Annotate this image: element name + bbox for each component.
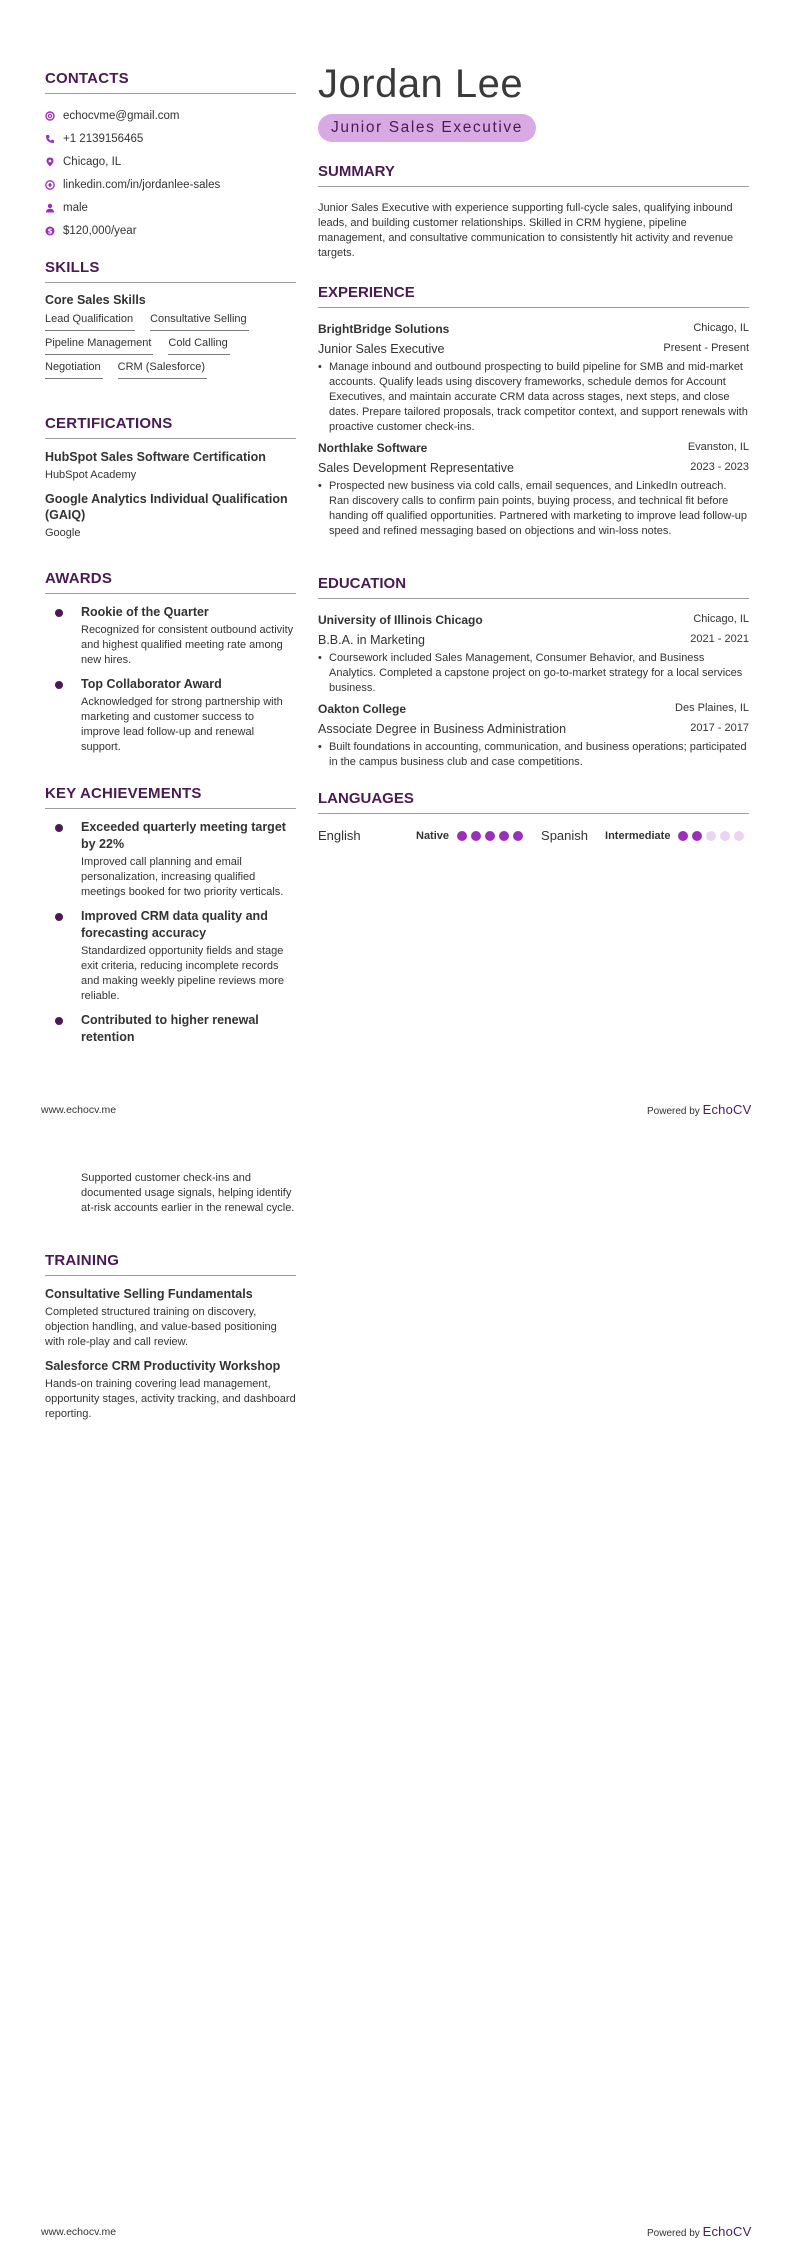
rating-dot-filled [692, 831, 702, 841]
footer-site-link[interactable]: www.echocv.me [41, 2226, 117, 2238]
skill-chip: Pipeline Management [45, 337, 153, 355]
skill-chip: CRM (Salesforce) [118, 361, 207, 379]
phone-icon [45, 134, 55, 144]
company-location: Evanston, IL [687, 441, 749, 453]
contact-gender [45, 196, 296, 219]
rating-dot-filled [457, 831, 467, 841]
candidate-name: Jordan Lee [318, 62, 524, 106]
degree: Associate Degree in Business Administration [318, 722, 567, 736]
brand-logo-text: EchoCV [702, 1102, 752, 1117]
job-title-pill: Junior Sales Executive [318, 114, 536, 142]
education-item [318, 702, 749, 770]
summary-section [318, 163, 749, 261]
language-name: Spanish [541, 828, 589, 843]
skills-list [45, 313, 296, 379]
training-desc: Completed structured training on discovery, objection handling, and value-based positioning with role-play and call review. [45, 1306, 277, 1348]
skills-subheading: Core Sales Skills [45, 293, 146, 307]
contact-location-text: Chicago, IL [63, 155, 122, 168]
footer-site-link[interactable]: www.echocv.me [41, 1104, 117, 1116]
rating-dot-filled [513, 831, 523, 841]
education-item [318, 613, 749, 696]
company-location: Chicago, IL [693, 322, 749, 334]
training-section [45, 1252, 296, 1430]
languages-heading: LANGUAGES [318, 790, 749, 814]
achievement-item [45, 908, 296, 1004]
job-description: • Prospected new business via cold calls, email sequences, and LinkedIn outreach. Ran discovery calls to confirm pain points, buying process, and technical fit before handing off qualified opportunities. Partnered with marketing to improve lead follow-up speed and refined messaging based on objections and win-loss notes. [318, 479, 749, 539]
job-role: Junior Sales Executive [318, 342, 445, 356]
company-name: Northlake Software [318, 441, 428, 455]
achievement-desc: Supported customer check-ins and documented usage signals, helping identify at-risk accounts earlier in the renewal cycle. [81, 1172, 295, 1214]
svg-text:$: $ [47, 227, 53, 236]
school-location: Des Plaines, IL [675, 702, 749, 714]
bullet-dot-icon [55, 681, 63, 689]
rating-dot-empty [734, 831, 744, 841]
awards-section [45, 570, 296, 763]
language-rating [678, 831, 744, 841]
school-location: Chicago, IL [693, 613, 749, 625]
contact-location [45, 150, 296, 173]
contacts-section [45, 70, 296, 242]
achievement-desc: Standardized opportunity fields and stage exit criteria, reducing incomplete records and making weekly pipeline reviews more reliable. [81, 945, 284, 1002]
language-rating [457, 831, 523, 841]
person-icon [45, 203, 55, 213]
link-icon [45, 180, 55, 190]
summary-text: Junior Sales Executive with experience supporting full-cycle sales, qualifying inbound leads, and building customer relationships. Skilled in CRM hygiene, pipeline management, and consultative communication to consistently hit activity and revenue targets. [318, 202, 734, 259]
bullet-dot-icon [55, 824, 63, 832]
experience-item [318, 322, 749, 435]
contact-phone[interactable] [45, 127, 296, 150]
award-desc: Acknowledged for strong partnership with marketing and customer success to improve lead follow-up and renewal support. [81, 696, 283, 753]
training-name: Salesforce CRM Productivity Workshop [45, 1359, 281, 1373]
languages-row [318, 828, 749, 843]
bullet-dot-icon [55, 609, 63, 617]
company-name: BrightBridge Solutions [318, 322, 450, 336]
training-name: Consultative Selling Fundamentals [45, 1287, 253, 1301]
contact-linkedin[interactable] [45, 173, 296, 196]
location-pin-icon [45, 157, 55, 167]
school-name: Oakton College [318, 702, 407, 716]
languages-section [318, 790, 749, 843]
bullet-dot-icon [55, 913, 63, 921]
achievement-item [45, 819, 296, 900]
award-title: Rookie of the Quarter [81, 605, 209, 619]
cert-issuer: HubSpot Academy [45, 469, 137, 481]
achievements-continued [45, 1169, 296, 1216]
certifications-heading: CERTIFICATIONS [45, 415, 296, 439]
training-heading: TRAINING [45, 1252, 296, 1276]
at-icon [45, 111, 55, 121]
achievements-heading: KEY ACHIEVEMENTS [45, 785, 296, 809]
skill-chip: Negotiation [45, 361, 103, 379]
experience-item [318, 441, 749, 539]
award-item [45, 676, 296, 755]
skill-chip: Lead Qualification [45, 313, 135, 331]
header [318, 62, 749, 142]
job-description: • Manage inbound and outbound prospecting to build pipeline for SMB and mid-market accounts. Qualify leads using discovery frameworks, schedule demos for Account Executives, and maintain accurate CRM data across stages, next steps, and close dates. Prepare tailored proposals, track competitor context, and support renewals with proactive customer check-ins. [318, 360, 749, 435]
job-role: Sales Development Representative [318, 461, 514, 475]
education-description: • Coursework included Sales Management, Consumer Behavior, and Business Analytics. Completed a capstone project on go-to-market strategy for a local services business. [318, 651, 749, 696]
contact-salary [45, 219, 296, 242]
education-description: • Built foundations in accounting, communication, and business operations; participated in the campus business club and case competitions. [318, 740, 749, 770]
language-level: Native [416, 829, 450, 842]
powered-by-text: Powered by [647, 2228, 700, 2239]
contacts-heading: CONTACTS [45, 70, 296, 94]
rating-dot-filled [678, 831, 688, 841]
contact-gender-text: male [63, 201, 88, 214]
powered-by [647, 2224, 751, 2239]
cert-issuer: Google [45, 527, 81, 539]
language-level: Intermediate [605, 829, 671, 842]
achievement-title: Improved CRM data quality and forecasting accuracy [81, 909, 268, 940]
education-heading: EDUCATION [318, 575, 749, 599]
bullet-dot-icon [55, 1017, 63, 1025]
award-item [45, 604, 296, 668]
achievement-title: Exceeded quarterly meeting target by 22% [81, 820, 286, 851]
certifications-section [45, 415, 296, 549]
experience-heading: EXPERIENCE [318, 284, 749, 308]
achievement-title: Contributed to higher renewal retention [81, 1013, 259, 1044]
skills-section [45, 259, 296, 379]
contact-email-text: echocvme@gmail.com [63, 109, 180, 122]
award-title: Top Collaborator Award [81, 677, 222, 691]
education-section [318, 575, 749, 770]
achievement-desc: Improved call planning and email personalization, increasing qualified meetings booked for two priority verticals. [81, 856, 284, 898]
contact-phone-text: +1 2139156465 [63, 132, 144, 145]
skill-chip: Consultative Selling [150, 313, 249, 331]
degree: B.B.A. in Marketing [318, 633, 425, 647]
rating-dot-empty [720, 831, 730, 841]
achievement-item [45, 1012, 296, 1046]
contact-salary-text: $120,000/year [63, 224, 137, 237]
rating-dot-filled [499, 831, 509, 841]
job-dates: 2023 - 2023 [690, 461, 749, 473]
education-dates: 2017 - 2017 [690, 722, 749, 734]
rating-dot-filled [485, 831, 495, 841]
rating-dot-filled [471, 831, 481, 841]
dollar-icon [45, 226, 55, 236]
cert-name: HubSpot Sales Software Certification [45, 450, 266, 464]
powered-by-text: Powered by [647, 1106, 700, 1117]
awards-heading: AWARDS [45, 570, 296, 594]
language-name: English [318, 828, 361, 843]
summary-heading: SUMMARY [318, 163, 749, 187]
brand-logo-text: EchoCV [702, 2224, 752, 2239]
powered-by [647, 1102, 751, 1117]
achievements-section [45, 785, 296, 1054]
job-dates: Present - Present [663, 342, 749, 354]
experience-section [318, 284, 749, 539]
education-dates: 2021 - 2021 [690, 633, 749, 645]
skills-heading: SKILLS [45, 259, 296, 283]
rating-dot-empty [706, 831, 716, 841]
school-name: University of Illinois Chicago [318, 613, 483, 627]
skill-chip: Cold Calling [168, 337, 229, 355]
contact-linkedin-text: linkedin.com/in/jordanlee-sales [63, 178, 221, 191]
cert-name: Google Analytics Individual Qualification (GAIQ) [45, 492, 288, 522]
contact-email[interactable] [45, 104, 296, 127]
training-desc: Hands-on training covering lead management, opportunity stages, activity tracking, and dashboard reporting. [45, 1378, 296, 1420]
award-desc: Recognized for consistent outbound activity and highest qualified meeting rate among new hires. [81, 624, 294, 666]
